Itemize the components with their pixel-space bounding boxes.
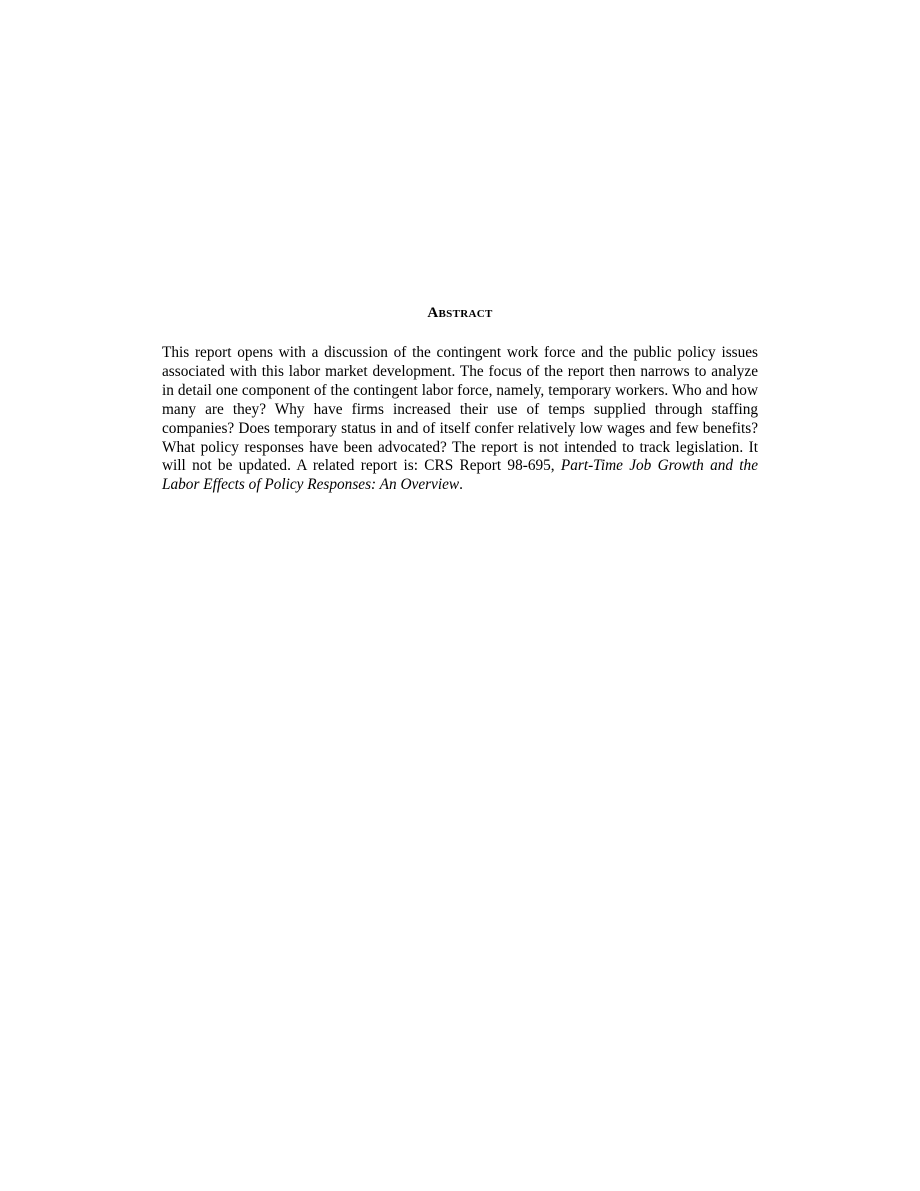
abstract-heading: Abstract: [427, 305, 493, 321]
abstract-body-text: This report opens with a discussion of the contingent work force and the public policy issues associated with this labor market development. The focus of the report then narrows to analyze in detail one component of the contingent labor force, namely, temporary workers. Who and how many are they? Why have firms increased their use of temps supplied through staffing companies? Does temporary status in and of itself confer relatively low wages and few benefits? What policy responses have been advocated? The report is not intended to track legislation. It will not be updated. A related report is: CRS Report 98-695,: [162, 344, 758, 475]
related-report-title: Part-Time Job Growth and the Labor Effects of Policy Responses: An Overview: [162, 457, 758, 494]
abstract-paragraph: [162, 344, 758, 495]
abstract-closing-punctuation: .: [459, 476, 463, 494]
